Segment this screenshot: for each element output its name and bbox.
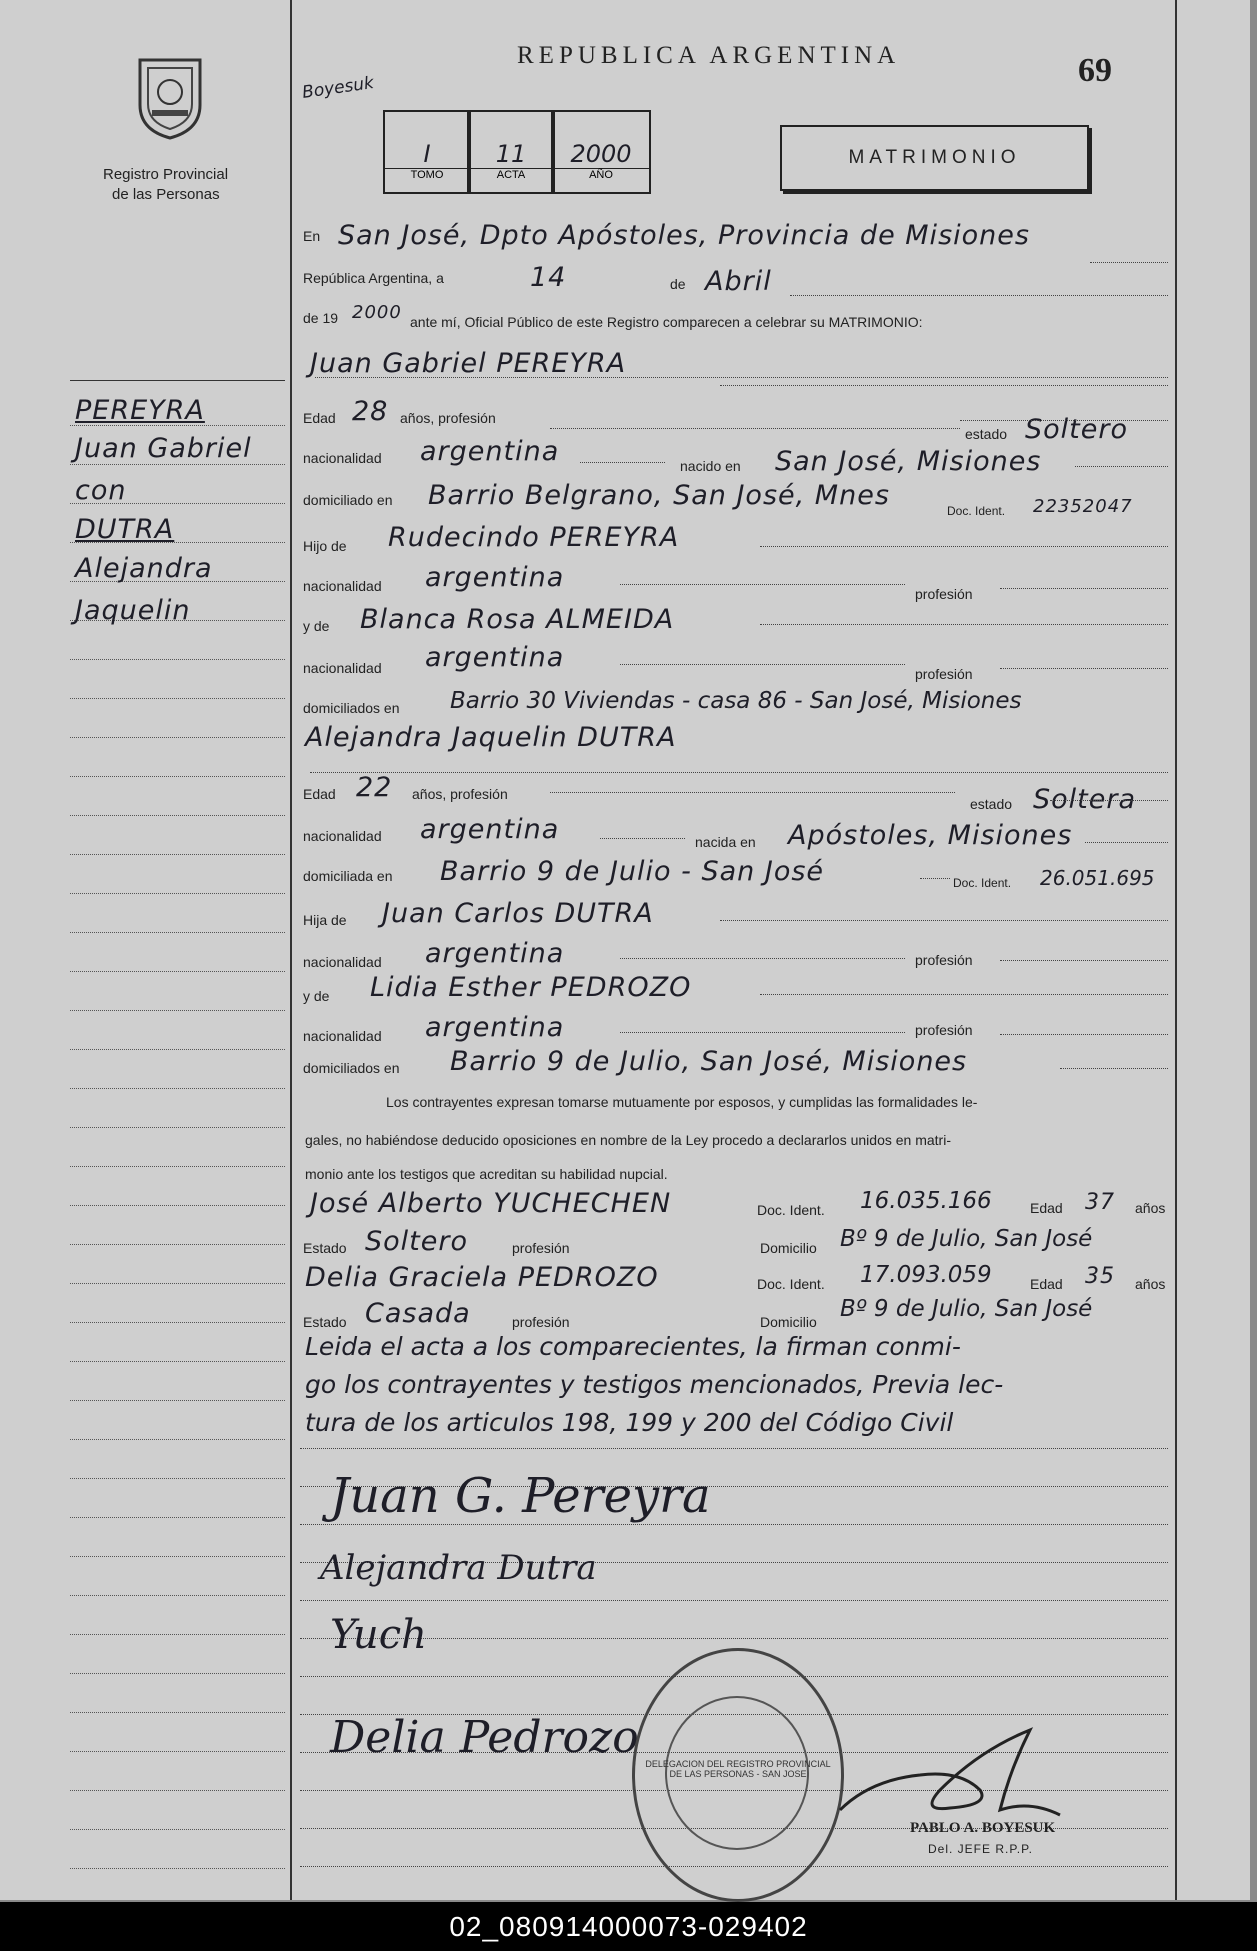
bride-father: Juan Carlos DUTRA xyxy=(382,898,654,929)
witness2-profesion-label: profesión xyxy=(512,1314,570,1330)
groom-estado: Soltero xyxy=(1025,414,1128,445)
witness1-doc-label: Doc. Ident. xyxy=(757,1202,825,1218)
signature-bride: Alejandra Dutra xyxy=(320,1548,597,1588)
sidebar-bride-surname: DUTRA xyxy=(75,514,175,545)
groom-hijo-label: Hijo de xyxy=(303,538,347,554)
signature-witness2: Delia Pedrozo xyxy=(330,1712,639,1763)
sidebar-ruled-line xyxy=(70,1283,285,1284)
sidebar-bride-name-2: Jaquelin xyxy=(75,595,191,626)
bride-mother-prof-label: profesión xyxy=(915,1022,973,1038)
field-fill-line xyxy=(1075,466,1168,467)
bride-nac-label: nacionalidad xyxy=(303,828,382,844)
sidebar-con: con xyxy=(75,475,127,506)
sidebar-ruled-line xyxy=(70,1049,285,1050)
de-year-label: de 19 xyxy=(303,310,339,326)
field-fill-line xyxy=(720,385,1168,386)
bride-doc-label: Doc. Ident. xyxy=(953,876,1012,890)
groom-estado-label: estado xyxy=(965,426,1008,442)
field-fill-line xyxy=(550,428,960,429)
registry-line-1: Registro Provincial xyxy=(103,166,229,183)
field-fill-line xyxy=(1000,1034,1168,1035)
closing-line-3: tura de los articulos 198, 199 y 200 del Código Civil xyxy=(305,1408,954,1437)
bride-estado: Soltera xyxy=(1033,784,1137,815)
witness2-dom-label: Domicilio xyxy=(760,1314,817,1330)
tomo-cell xyxy=(383,110,471,194)
witness1-edad-label: Edad xyxy=(1030,1200,1063,1216)
witness1-anos-label: años xyxy=(1135,1200,1166,1216)
witness1-profesion-label: profesión xyxy=(512,1240,570,1256)
bride-mother-nac: argentina xyxy=(425,1012,565,1043)
bride-nacida-label: nacida en xyxy=(695,834,756,850)
sidebar-ruled-line xyxy=(70,464,285,465)
country-title: REPUBLICA ARGENTINA xyxy=(517,42,901,69)
sidebar-ruled-line xyxy=(70,737,285,738)
bride-edad-label: Edad xyxy=(303,786,336,802)
groom-father-prof-label: profesión xyxy=(915,586,973,602)
witness2-edad: 35 xyxy=(1085,1264,1115,1289)
field-fill-line xyxy=(580,462,665,463)
field-fill-line xyxy=(600,838,685,839)
bride-father-nac-label: nacionalidad xyxy=(303,954,382,970)
bride-edad: 22 xyxy=(356,772,393,803)
bride-name: Alejandra Jaquelin DUTRA xyxy=(305,722,677,753)
sidebar-ruled-line xyxy=(70,1439,285,1440)
groom-dom: Barrio Belgrano, San José, Mnes xyxy=(428,480,890,511)
witness1-estado-label: Estado xyxy=(303,1240,347,1256)
sidebar-ruled-line xyxy=(70,1673,285,1674)
sidebar-ruled-line xyxy=(70,1322,285,1323)
witness2-doc-label: Doc. Ident. xyxy=(757,1276,825,1292)
witness2-doc: 17.093.059 xyxy=(860,1262,992,1288)
signature-groom: Juan G. Pereyra xyxy=(330,1468,711,1524)
groom-nac: argentina xyxy=(420,436,560,467)
groom-yde-label: y de xyxy=(303,618,330,634)
closing-line-1: Leida el acta a los comparecientes, la firman conmi- xyxy=(305,1332,961,1361)
groom-parents-dom: Barrio 30 Viviendas - casa 86 - San José, Misiones xyxy=(450,688,1022,714)
sidebar-ruled-line xyxy=(70,854,285,855)
signature-ruled-line xyxy=(300,1524,1168,1525)
groom-mother-nac: argentina xyxy=(425,642,565,673)
bride-hija-label: Hija de xyxy=(303,912,347,928)
sidebar-ruled-line xyxy=(70,815,285,816)
groom-edad: 28 xyxy=(352,396,389,427)
sidebar-ruled-line xyxy=(70,1829,285,1830)
annotation: Boyesuk xyxy=(300,73,376,103)
field-fill-line xyxy=(760,994,1168,995)
groom-name: Juan Gabriel PEREYRA xyxy=(310,348,627,379)
stamp-text: DELEGACION DEL REGISTRO PROVINCIAL DE LAS PERSONAS - SAN JOSE xyxy=(645,1759,831,1779)
registry-line-2: de las Personas xyxy=(112,186,220,203)
groom-mother-nac-label: nacionalidad xyxy=(303,660,382,676)
sidebar-ruled-line xyxy=(70,1478,285,1479)
republica-label: República Argentina, a xyxy=(303,270,444,286)
left-margin-rule xyxy=(290,0,292,1900)
field-fill-line xyxy=(315,377,1168,378)
groom-father-nac-label: nacionalidad xyxy=(303,578,382,594)
groom-nac-label: nacionalidad xyxy=(303,450,382,466)
field-fill-line xyxy=(620,584,905,585)
field-fill-line xyxy=(1000,960,1168,961)
witness2-estado: Casada xyxy=(365,1298,471,1329)
sidebar-ruled-line xyxy=(70,698,285,699)
groom-nacido: San José, Misiones xyxy=(775,446,1042,477)
bride-yde-label: y de xyxy=(303,988,330,1004)
official-signature-icon xyxy=(830,1720,1080,1830)
acta-cell xyxy=(467,110,555,194)
witness2-dom: Bº 9 de Julio, San José xyxy=(840,1296,1093,1322)
tomo-label: TOMO xyxy=(385,168,469,181)
bride-parents-dom: Barrio 9 de Julio, San José, Misiones xyxy=(450,1046,968,1077)
sidebar-bride-name-1: Alejandra xyxy=(75,553,213,584)
sidebar-ruled-line xyxy=(70,1010,285,1011)
field-fill-line xyxy=(760,624,1168,625)
field-fill-line xyxy=(1000,668,1168,669)
witness1-name: José Alberto YUCHECHEN xyxy=(310,1188,672,1219)
sidebar-ruled-line xyxy=(70,1712,285,1713)
field-fill-line xyxy=(550,792,955,793)
de-label: de xyxy=(670,276,686,292)
groom-edad-label: Edad xyxy=(303,410,336,426)
sidebar-ruled-line xyxy=(70,1556,285,1557)
groom-mother-prof-label: profesión xyxy=(915,666,973,682)
tomo-value: I xyxy=(423,140,431,168)
groom-father: Rudecindo PEREYRA xyxy=(388,522,680,553)
signature-ruled-line xyxy=(300,1448,1168,1449)
field-fill-line xyxy=(1000,588,1168,589)
sidebar-ruled-line xyxy=(70,932,285,933)
sidebar-ruled-line xyxy=(70,1868,285,1869)
record-type-label: MATRIMONIO xyxy=(848,147,1021,168)
field-fill-line xyxy=(720,920,1168,921)
year-value: 2000 xyxy=(352,302,402,323)
day-value: 14 xyxy=(530,262,567,293)
sidebar-ruled-line xyxy=(70,776,285,777)
field-fill-line xyxy=(1060,1068,1168,1069)
sidebar-ruled-line xyxy=(70,1634,285,1635)
bride-mother-nac-label: nacionalidad xyxy=(303,1028,382,1044)
record-type-box xyxy=(780,125,1089,191)
field-fill-line xyxy=(620,1032,905,1033)
bride-dom: Barrio 9 de Julio - San José xyxy=(440,856,825,887)
bride-nac: argentina xyxy=(420,814,560,845)
sidebar-top-line xyxy=(70,380,285,381)
sidebar-ruled-line xyxy=(70,659,285,660)
witness2-estado-label: Estado xyxy=(303,1314,347,1330)
groom-nacido-label: nacido en xyxy=(680,458,741,474)
groom-father-nac: argentina xyxy=(425,562,565,593)
groom-doc-label: Doc. Ident. xyxy=(947,504,1006,518)
groom-dom-label: domiciliado en xyxy=(303,492,393,508)
declaration-line-2: gales, no habiéndose deducido oposiciones en nombre de la Ley procedo a declararlos unidos en matri- xyxy=(305,1132,951,1148)
bride-dom-label: domiciliada en xyxy=(303,868,393,884)
groom-parents-dom-label: domiciliados en xyxy=(303,700,400,716)
sidebar-ruled-line xyxy=(70,1088,285,1089)
groom-mother: Blanca Rosa ALMEIDA xyxy=(360,604,675,635)
witness1-doc: 16.035.166 xyxy=(860,1188,992,1214)
acta-label: ACTA xyxy=(469,168,553,181)
witness1-dom: Bº 9 de Julio, San José xyxy=(840,1226,1093,1252)
field-fill-line xyxy=(620,664,905,665)
field-fill-line xyxy=(1050,800,1168,801)
right-margin-rule xyxy=(1175,0,1177,1900)
witness1-dom-label: Domicilio xyxy=(760,1240,817,1256)
signature-witness1: Yuch xyxy=(330,1612,427,1658)
field-fill-line xyxy=(960,420,1168,421)
bride-parents-dom-label: domiciliados en xyxy=(303,1060,400,1076)
sidebar-ruled-line xyxy=(70,1751,285,1752)
bride-father-nac: argentina xyxy=(425,938,565,969)
bride-father-prof-label: profesión xyxy=(915,952,973,968)
bride-estado-label: estado xyxy=(970,796,1013,812)
ano-label: AÑO xyxy=(553,168,649,181)
witness1-estado: Soltero xyxy=(365,1226,468,1257)
sidebar-ruled-line xyxy=(70,1127,285,1128)
bride-anos-profesion-label: años, profesión xyxy=(412,786,508,802)
sidebar-surname: PEREYRA xyxy=(75,395,205,426)
witness2-name: Delia Graciela PEDROZO xyxy=(305,1262,659,1293)
bride-doc: 26.051.695 xyxy=(1040,866,1155,890)
sidebar-ruled-line xyxy=(70,893,285,894)
sidebar-ruled-line xyxy=(70,1244,285,1245)
ano-cell xyxy=(551,110,651,194)
groom-doc: 22352047 xyxy=(1033,496,1133,517)
field-fill-line xyxy=(1085,842,1168,843)
bride-nacida: Apóstoles, Misiones xyxy=(788,820,1073,851)
closing-line-2: go los contrayentes y testigos mencionados, Previa lec- xyxy=(305,1370,1004,1399)
field-fill-line xyxy=(760,546,1168,547)
sidebar-ruled-line xyxy=(70,1205,285,1206)
signature-ruled-line xyxy=(300,1600,1168,1601)
sidebar-ruled-line xyxy=(70,1400,285,1401)
field-fill-line xyxy=(790,295,1168,296)
signature-ruled-line xyxy=(300,1638,1168,1639)
groom-anos-profesion-label: años, profesión xyxy=(400,410,496,426)
sidebar-ruled-line xyxy=(70,1595,285,1596)
provincial-emblem-icon xyxy=(130,50,210,140)
declaration-line-1: Los contrayentes expresan tomarse mutuamente por esposos, y cumplidas las formalidades le- xyxy=(386,1094,978,1110)
ano-value: 2000 xyxy=(570,140,632,168)
en-label: En xyxy=(303,228,321,244)
acta-value: 11 xyxy=(495,140,527,168)
official-title: Del. JEFE R.P.P. xyxy=(928,1842,1033,1856)
sidebar-ruled-line xyxy=(70,971,285,972)
witness2-anos-label: años xyxy=(1135,1276,1166,1292)
declaration-line-3: monio ante los testigos que acreditan su habilidad nupcial. xyxy=(305,1166,668,1182)
field-fill-line xyxy=(310,772,1168,773)
intro-text: ante mí, Oficial Público de este Registro comparecen a celebrar su MATRIMONIO: xyxy=(410,314,923,330)
page-number: 69 xyxy=(1078,52,1112,89)
official-name: PABLO A. BOYESUK xyxy=(910,1820,1056,1836)
footer-identifier: 02_080914000073-029402 xyxy=(0,1902,1257,1951)
witness1-edad: 37 xyxy=(1085,1190,1115,1215)
field-fill-line xyxy=(1090,262,1168,263)
field-fill-line xyxy=(920,878,950,879)
bride-mother: Lidia Esther PEDROZO xyxy=(370,972,692,1003)
month-value: Abril xyxy=(705,266,772,297)
place-value: San José, Dpto Apóstoles, Provincia de Misiones xyxy=(338,220,1030,251)
witness2-edad-label: Edad xyxy=(1030,1276,1063,1292)
field-fill-line xyxy=(620,958,905,959)
sidebar-ruled-line xyxy=(70,1517,285,1518)
sidebar-ruled-line xyxy=(70,1166,285,1167)
sidebar-ruled-line xyxy=(70,1361,285,1362)
sidebar-ruled-line xyxy=(70,1790,285,1791)
official-stamp xyxy=(632,1648,844,1902)
left-column xyxy=(0,0,290,1900)
sidebar-given-name: Juan Gabriel xyxy=(75,433,252,464)
